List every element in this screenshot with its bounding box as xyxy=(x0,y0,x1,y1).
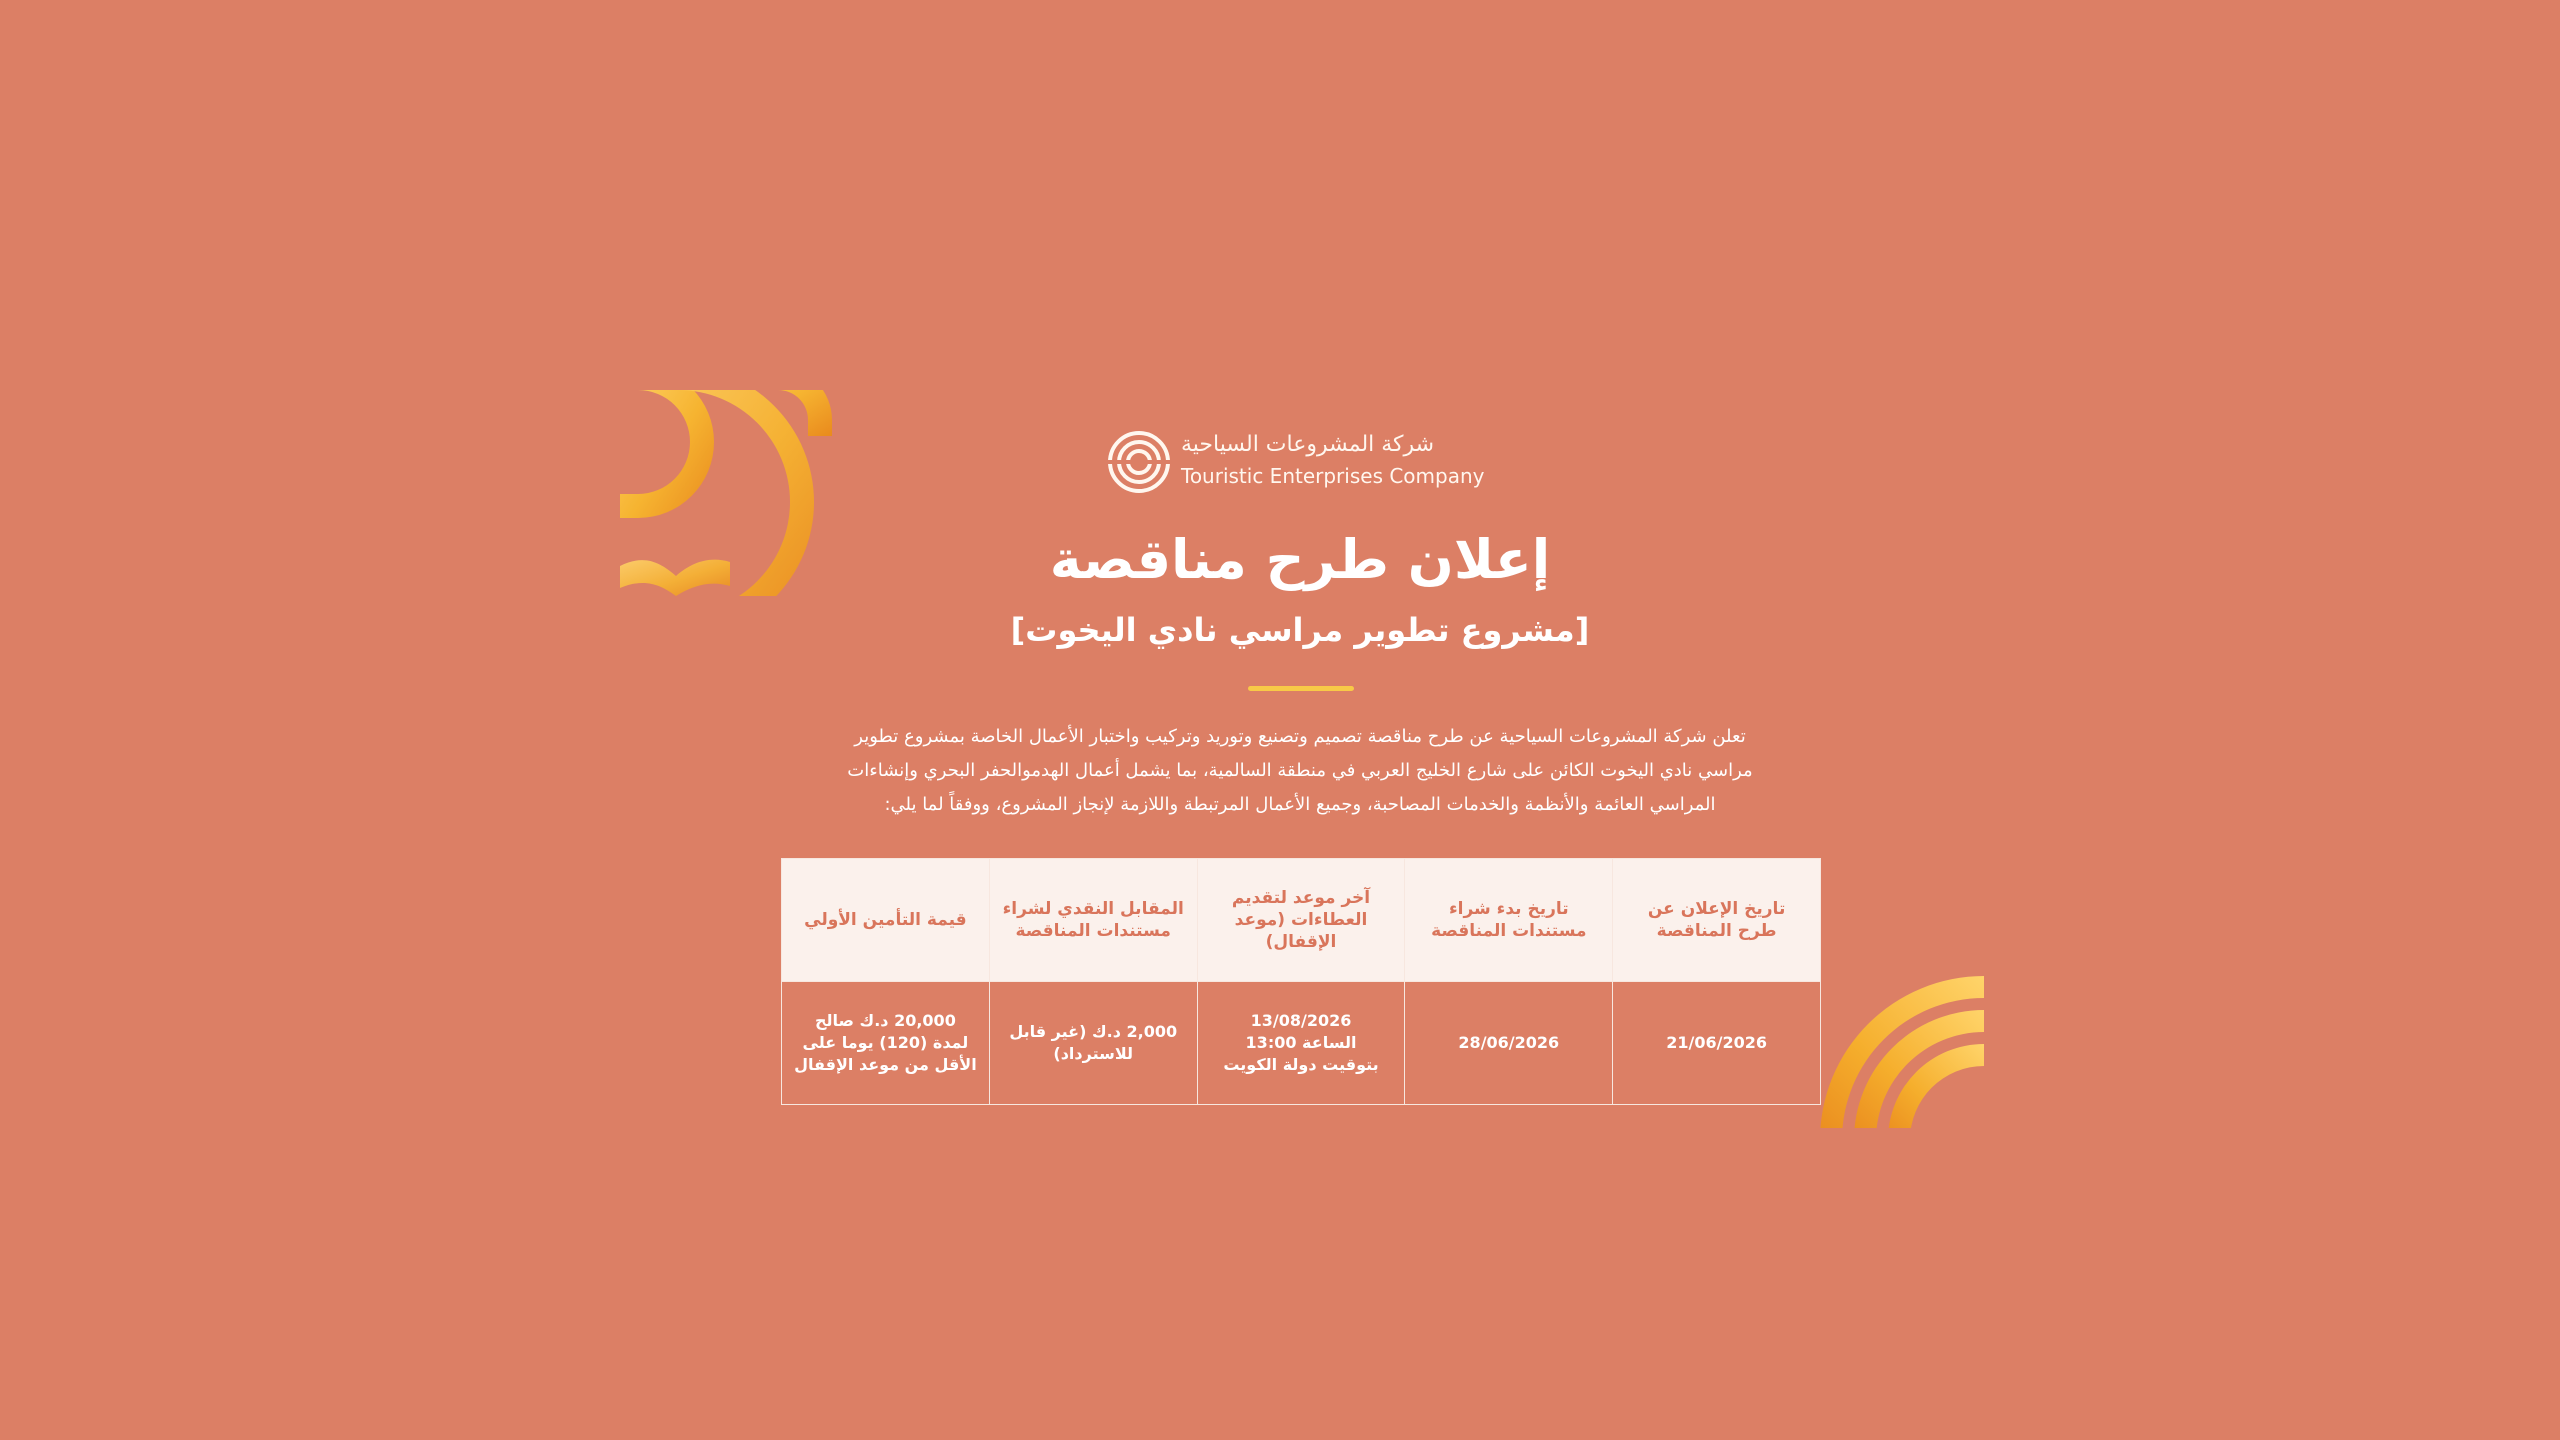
project-subtitle: [مشروع تطوير مراسي نادي اليخوت] xyxy=(1010,611,1590,649)
value-document-fee: 2,000 د.ك (غير قابل للاسترداد) xyxy=(989,982,1197,1105)
table-row xyxy=(782,982,1821,1105)
company-logo-icon xyxy=(1107,430,1171,494)
header-initial-bond: قيمة التأمين الأولي xyxy=(782,859,990,982)
company-name-english: Touristic Enterprises Company xyxy=(1181,464,1485,488)
value-announcement-date: 21/06/2026 xyxy=(1613,982,1821,1105)
intro-paragraph xyxy=(770,720,1830,822)
decorative-arcs-top-left xyxy=(620,366,916,596)
intro-line: مراسي نادي اليخوت الكائن على شارع الخليج العربي في منطقة السالمية، بما يشمل أعمال الهدموالحفر البحري وإنشاءات xyxy=(847,760,1753,781)
intro-line: المراسي العائمة والأنظمة والخدمات المصاحبة، وجميع الأعمال المرتبطة واللازمة لإنجاز المشروع، ووفقاً لما يلي: xyxy=(884,794,1716,815)
header-announcement-date: تاريخ الإعلان عن طرح المناقصة xyxy=(1613,859,1821,982)
header-bid-deadline: آخر موعد لتقديم العطاءات (موعد الإقفال) xyxy=(1197,859,1405,982)
header-document-fee: المقابل النقدي لشراء مستندات المناقصة xyxy=(989,859,1197,982)
intro-line: تعلن شركة المشروعات السياحية عن طرح مناقصة تصميم وتصنيع وتوريد وتركيب واختبار الأعمال الخاصة بمشروع تطوير xyxy=(854,726,1746,747)
table-header-row xyxy=(782,859,1821,982)
header-purchase-start-date: تاريخ بدء شراء مستندات المناقصة xyxy=(1405,859,1613,982)
tender-details-table xyxy=(781,858,1821,1105)
value-bid-deadline: 13/08/2026 الساعة 13:00 بتوقيت دولة الكويت xyxy=(1197,982,1405,1105)
value-initial-bond: 20,000 د.ك صالح لمدة (120) يوما على الأقل من موعد الإقفال xyxy=(782,982,990,1105)
value-purchase-start-date: 28/06/2026 xyxy=(1405,982,1613,1105)
decorative-arcs-bottom-right xyxy=(1820,976,1984,1128)
tender-details-table-wrapper xyxy=(781,858,1821,1074)
company-logo xyxy=(1107,430,1497,494)
accent-divider xyxy=(1248,686,1354,691)
announcement-title: إعلان طرح مناقصة xyxy=(1049,528,1551,591)
company-name-arabic: شركة المشروعات السياحية xyxy=(1181,432,1435,457)
